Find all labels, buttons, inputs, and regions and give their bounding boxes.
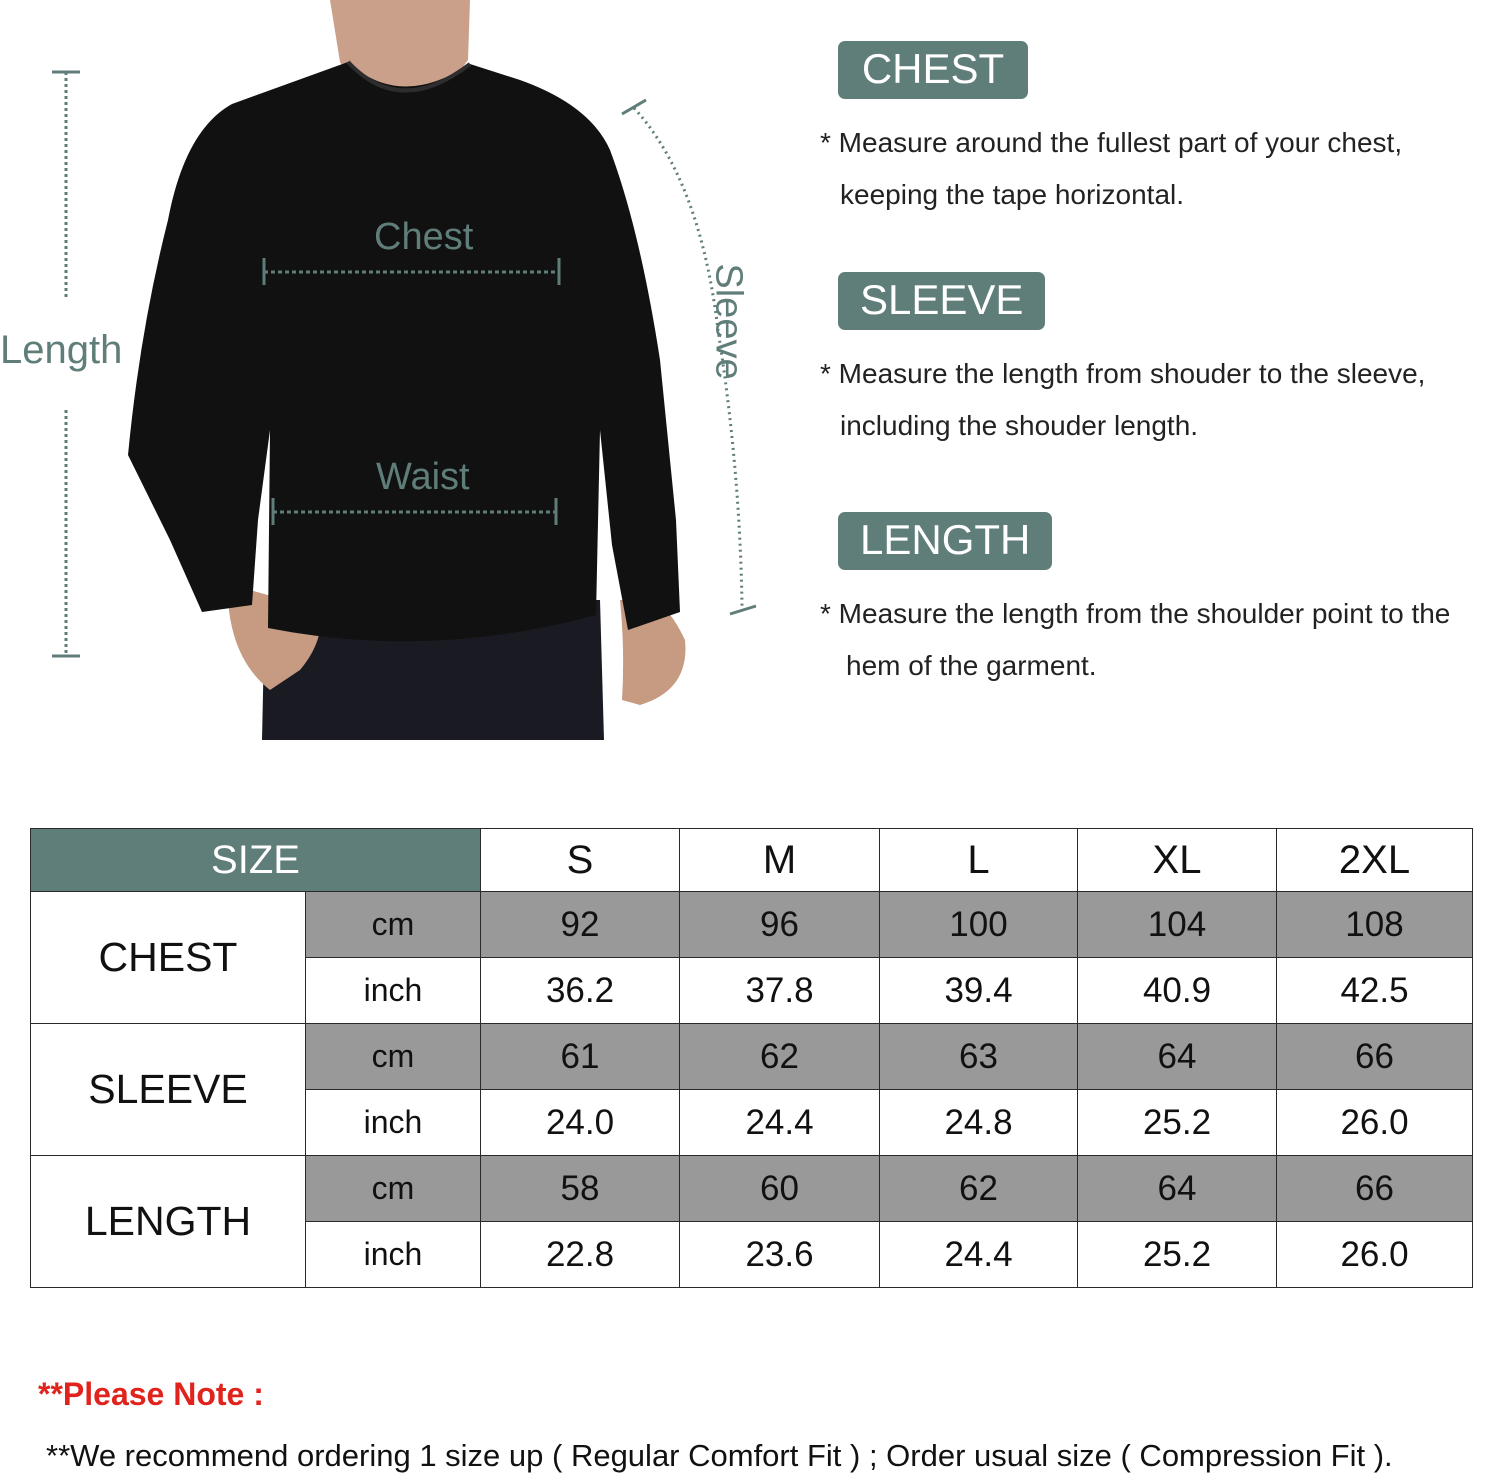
unit-cell: inch [306, 1090, 481, 1156]
table-cell: 63 [880, 1024, 1078, 1090]
size-header-row [31, 829, 1473, 892]
size-col-s: S [481, 829, 680, 892]
note-title: **Please Note : [38, 1376, 264, 1412]
shirt-measurement-figure [0, 0, 800, 740]
table-cell: 25.2 [1078, 1222, 1277, 1288]
table-cell: 64 [1078, 1024, 1277, 1090]
size-col-2xl: 2XL [1277, 829, 1473, 892]
chest-guide-title: CHEST [838, 41, 1028, 99]
unit-cell: cm [306, 892, 481, 958]
table-cell: 104 [1078, 892, 1277, 958]
note-text: **We recommend ordering 1 size up ( Regular Comfort Fit ) ; Order usual size ( Compression Fit ). [46, 1438, 1393, 1473]
table-cell: 24.4 [880, 1222, 1078, 1288]
sleeve-guide-description [820, 348, 1500, 452]
table-row [31, 1024, 1473, 1090]
sleeve-label: Sleeve [707, 263, 750, 380]
table-row [31, 892, 1473, 958]
table-cell: 24.0 [481, 1090, 680, 1156]
size-col-m: M [680, 829, 880, 892]
table-cell: 62 [680, 1024, 880, 1090]
table-cell: 24.8 [880, 1090, 1078, 1156]
table-cell: 36.2 [481, 958, 680, 1024]
unit-cell: inch [306, 958, 481, 1024]
length-guide-line1: * Measure the length from the shoulder point to the [820, 598, 1451, 629]
chest-guide-description [820, 117, 1500, 221]
sleeve-guide [820, 272, 1500, 452]
table-cell: 100 [880, 892, 1078, 958]
unit-cell: cm [306, 1156, 481, 1222]
table-cell: 96 [680, 892, 880, 958]
table-cell: 66 [1277, 1156, 1473, 1222]
length-guide-line2: hem of the garment. [846, 650, 1097, 681]
chest-guide-line1: * Measure around the fullest part of your chest, [820, 127, 1403, 158]
size-col-xl: XL [1078, 829, 1277, 892]
sleeve-row-label: SLEEVE [31, 1024, 306, 1156]
table-cell: 61 [481, 1024, 680, 1090]
length-guide-title: LENGTH [838, 512, 1052, 570]
shirt-shape [128, 62, 680, 641]
table-cell: 66 [1277, 1024, 1473, 1090]
table-cell: 40.9 [1078, 958, 1277, 1024]
size-header: SIZE [31, 829, 481, 892]
table-cell: 42.5 [1277, 958, 1473, 1024]
table-cell: 26.0 [1277, 1090, 1473, 1156]
chest-row-label: CHEST [31, 892, 306, 1024]
sleeve-guide-line2: including the shouder length. [840, 410, 1199, 441]
table-cell: 62 [880, 1156, 1078, 1222]
unit-cell: cm [306, 1024, 481, 1090]
chest-guide-line2: keeping the tape horizontal. [840, 179, 1185, 210]
table-cell: 39.4 [880, 958, 1078, 1024]
chest-guide [820, 41, 1500, 221]
table-cell: 108 [1277, 892, 1473, 958]
length-guide-description [820, 588, 1500, 692]
length-guide [820, 512, 1500, 692]
size-col-l: L [880, 829, 1078, 892]
table-cell: 26.0 [1277, 1222, 1473, 1288]
length-row-label: LENGTH [31, 1156, 306, 1288]
sleeve-guide-title: SLEEVE [838, 272, 1045, 330]
length-label: Length [0, 328, 123, 372]
table-cell: 24.4 [680, 1090, 880, 1156]
table-cell: 23.6 [680, 1222, 880, 1288]
size-chart-table [30, 828, 1473, 1288]
table-row [31, 1156, 1473, 1222]
table-cell: 60 [680, 1156, 880, 1222]
sleeve-guide-line1: * Measure the length from shouder to the sleeve, [820, 358, 1426, 389]
table-cell: 92 [481, 892, 680, 958]
table-cell: 58 [481, 1156, 680, 1222]
table-cell: 64 [1078, 1156, 1277, 1222]
table-cell: 37.8 [680, 958, 880, 1024]
table-cell: 25.2 [1078, 1090, 1277, 1156]
waist-label: Waist [376, 456, 470, 498]
table-cell: 22.8 [481, 1222, 680, 1288]
unit-cell: inch [306, 1222, 481, 1288]
chest-label: Chest [374, 216, 474, 258]
